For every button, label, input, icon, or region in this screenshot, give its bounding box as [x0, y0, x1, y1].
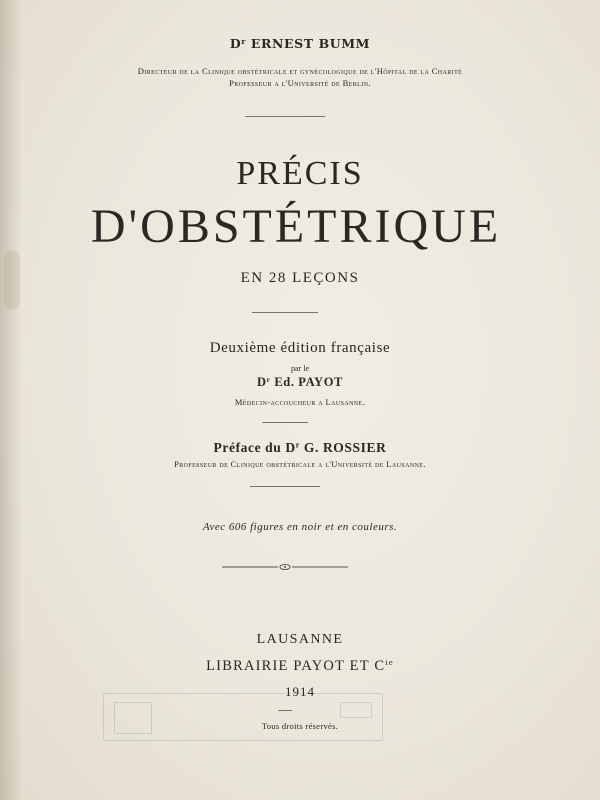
imprint-city: LAUSANNE	[256, 632, 344, 647]
translator-line	[0, 375, 600, 390]
divider-rule	[278, 710, 292, 711]
author-name: ERNEST BUMM	[245, 36, 371, 51]
author-affiliation-1: Directeur de la Clinique obstétricale et gynécologique de l'Hôpital de la Charité	[137, 66, 463, 76]
preface-line	[0, 440, 600, 456]
imprint-publisher	[0, 657, 600, 675]
figures-note: Avec 606 figures en noir et en couleurs.	[202, 521, 398, 533]
stamp-mark	[340, 702, 372, 718]
translator-prefix: D	[257, 375, 267, 390]
divider-rule	[262, 422, 308, 423]
author-affiliation-2: Professeur a l'Université de Berlin.	[229, 78, 371, 88]
translator-name: Ed. PAYOT	[270, 375, 343, 390]
title-line-1: PRÉCIS	[236, 155, 364, 192]
subtitle: EN 28 LEÇONS	[240, 270, 360, 286]
divider-rule	[245, 116, 325, 117]
author-line	[0, 36, 600, 51]
ornament-divider	[222, 563, 348, 571]
translator-prefix-sup: r	[266, 375, 271, 384]
library-stamp	[103, 693, 383, 741]
par-le: par le	[291, 364, 309, 373]
edition-text: Deuxième édition française	[209, 340, 391, 356]
publisher-name: LIBRAIRIE PAYOT ET C	[206, 657, 386, 674]
preface-name: G. ROSSIER	[299, 440, 387, 455]
divider-rule	[250, 486, 320, 487]
divider-rule	[252, 312, 318, 313]
preface-prefix-sup: r	[295, 440, 300, 450]
author-prefix-sup: r	[241, 36, 246, 46]
publisher-sup: ie	[385, 657, 394, 667]
preface-text: Préface du D	[213, 440, 296, 455]
rights-notice: Tous droits réservés.	[261, 721, 339, 731]
title-line-2: D'OBSTÉTRIQUE	[90, 200, 502, 253]
preface-affiliation: Professeur de Clinique obstétricale a l'Université de Lausanne.	[174, 459, 426, 469]
imprint-year: 1914	[285, 684, 315, 699]
author-prefix: D	[229, 36, 242, 51]
translator-affiliation: Médecin-accoucheur a Lausanne.	[234, 397, 366, 407]
